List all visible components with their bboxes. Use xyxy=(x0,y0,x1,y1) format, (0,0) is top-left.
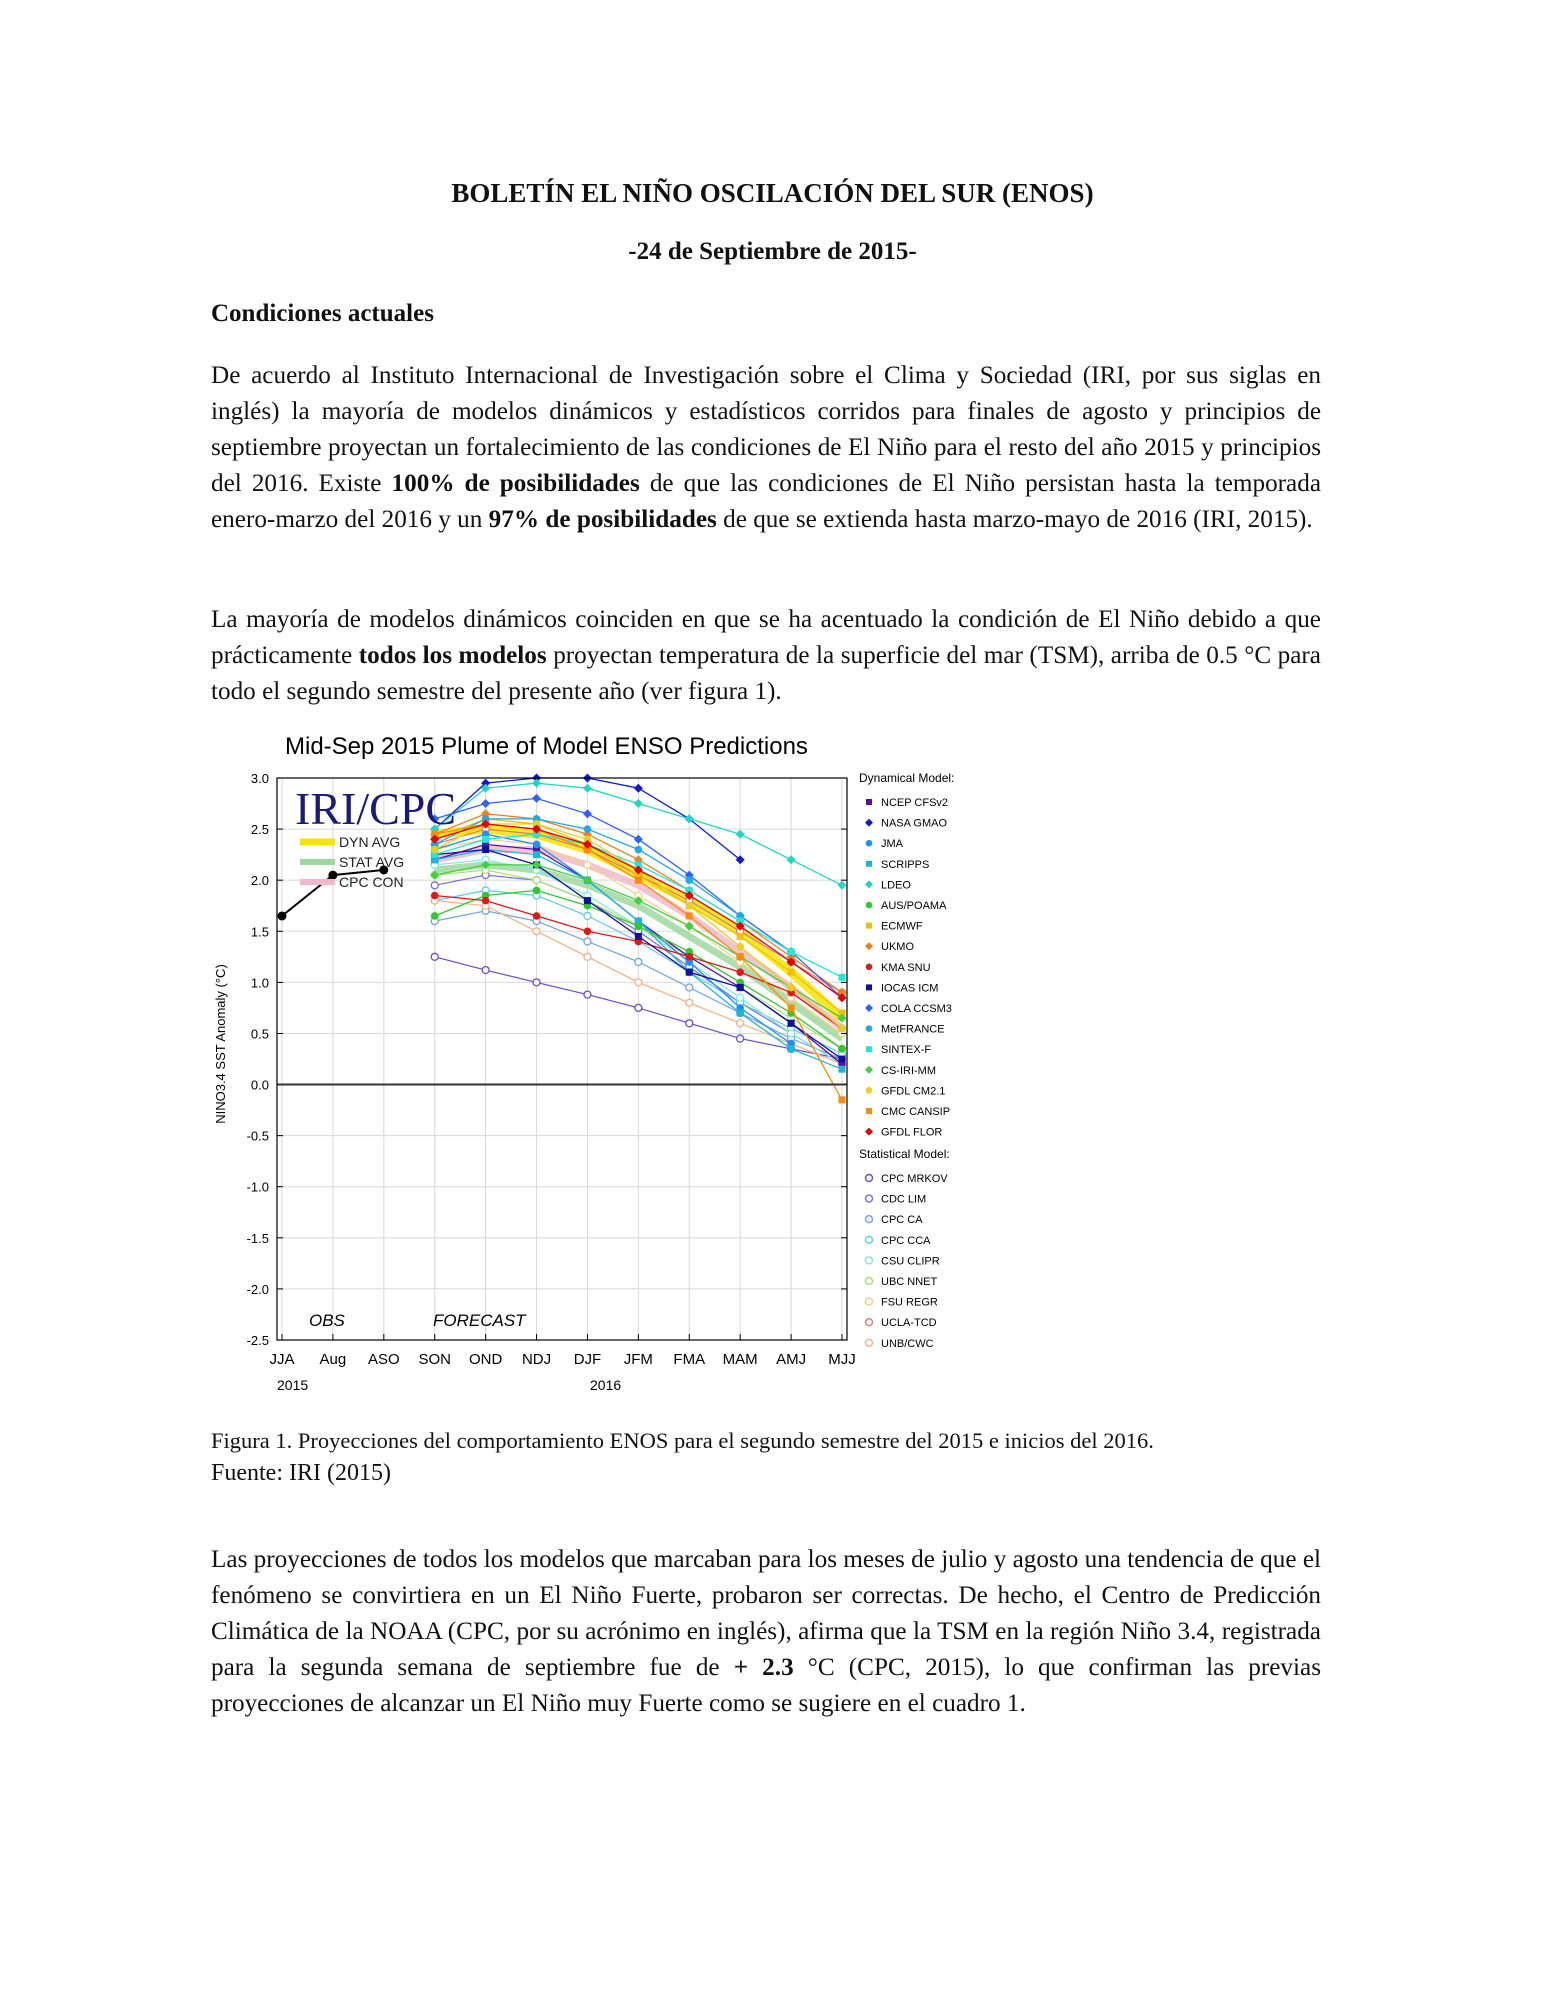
dyn-model-point xyxy=(686,912,693,919)
dyn-model-point xyxy=(635,922,643,930)
dyn-model-point xyxy=(839,1056,846,1063)
stat-model-point xyxy=(686,999,693,1006)
legend-dyn-label: GFDL CM2.1 xyxy=(881,1085,946,1098)
legend-dyn-marker xyxy=(866,799,872,805)
legend-stat-label: CPC MRKOV xyxy=(881,1173,948,1185)
dyn-model-point xyxy=(788,1004,795,1011)
legend-stat-label: UBC NNET xyxy=(881,1276,938,1288)
legend-dyn-marker xyxy=(866,923,872,929)
legend-stat-label: CPC CA xyxy=(881,1214,923,1227)
stat-model-point xyxy=(584,991,591,998)
legend-dyn-label: JMA xyxy=(881,838,903,851)
legend-dyn-marker xyxy=(866,984,872,990)
chart-watermark: IRI/CPC xyxy=(295,783,457,834)
dyn-model-point xyxy=(431,892,439,900)
dyn-model-point xyxy=(838,1025,846,1033)
legend-stat-marker xyxy=(866,1216,873,1223)
dyn-model-point xyxy=(737,984,744,991)
legend-dyn-marker xyxy=(866,1025,873,1032)
y-tick-label: 2.5 xyxy=(250,822,269,838)
legend-dyn-label: COLA CCSM3 xyxy=(881,1003,952,1015)
dyn-model-point xyxy=(635,846,643,854)
y-axis-label: NINO3.4 SST Anomaly (°C) xyxy=(213,964,228,1124)
x-tick-label: DJF xyxy=(573,1351,602,1368)
x-tick-label: MAM xyxy=(722,1351,758,1368)
x-tick-label: AMJ xyxy=(776,1351,807,1368)
y-tick-label: 1.0 xyxy=(250,975,269,991)
stat-model-point xyxy=(737,994,744,1001)
dyn-model-point xyxy=(482,897,490,905)
stat-model-point xyxy=(737,1035,744,1042)
legend-dyn-label: LDEO xyxy=(881,879,911,892)
bold-all-models: todos los modelos xyxy=(358,642,547,669)
dyn-model-point xyxy=(839,974,846,981)
chart-title: Mid-Sep 2015 Plume of Model ENSO Predictions xyxy=(285,733,808,760)
dyn-model-point xyxy=(737,933,744,940)
legend-stat-marker xyxy=(866,1278,873,1285)
legend-stat-label: FSU REGR xyxy=(881,1296,938,1309)
figure-source: Fuente: IRI (2015) xyxy=(211,1460,391,1486)
dyn-model-point xyxy=(533,912,541,920)
legend-dyn-label: ECMWF xyxy=(881,920,923,933)
dyn-model-point xyxy=(431,846,439,854)
legend-stat-label: CDC LIM xyxy=(881,1193,927,1206)
bold-97-percent: 97% de posibilidades xyxy=(488,506,717,533)
legend-stat-marker xyxy=(866,1298,873,1305)
legend-dyn-label: IOCAS ICM xyxy=(881,982,939,995)
legend-dyn-label: CS-IRI-MM xyxy=(881,1064,936,1077)
stat-model-point xyxy=(737,1020,744,1027)
x-tick-label: MJJ xyxy=(828,1351,856,1368)
dyn-model-point xyxy=(737,1010,744,1017)
legend-dyn-label: SINTEX-F xyxy=(881,1044,932,1057)
stat-model-point xyxy=(584,938,591,945)
legend-dyn-label: AUS/POAMA xyxy=(881,900,947,912)
dyn-model-point xyxy=(584,897,591,904)
observed-point xyxy=(328,871,337,880)
stat-model-point xyxy=(584,861,591,868)
legend-dyn-marker xyxy=(866,1046,872,1052)
dyn-model-point xyxy=(788,948,795,955)
legend-dyn-marker xyxy=(866,1087,873,1094)
dyn-model-point xyxy=(787,984,795,992)
legend-dyn-label: CMC CANSIP xyxy=(881,1106,951,1118)
x-tick-label: SON xyxy=(418,1351,451,1368)
legend-dyn-marker xyxy=(866,964,873,971)
y-tick-label: -2.5 xyxy=(246,1333,269,1348)
bold-100-percent: 100% de posibilidades xyxy=(391,470,640,497)
legend-dyn-marker xyxy=(865,880,873,888)
enso-plume-chart xyxy=(205,728,1025,1410)
dyn-model-point xyxy=(736,943,744,951)
dyn-model-point xyxy=(482,836,489,843)
figure-caption: Figura 1. Proyecciones del comportamiento ENOS para el segundo semestre del 2015 e inicios del 2016. xyxy=(211,1428,1154,1453)
legend-stat-marker xyxy=(866,1236,873,1243)
observed-point xyxy=(278,911,287,920)
legend-dyn-label: NASA GMAO xyxy=(881,817,948,830)
x-tick-label: Aug xyxy=(319,1351,347,1368)
legend-stat-marker xyxy=(866,1195,873,1202)
year-label-2016: 2016 xyxy=(590,1377,622,1393)
legend-dyn-marker xyxy=(866,1108,872,1114)
legend-dyn-label: KMA SNU xyxy=(881,961,931,974)
bold-sst-value: + 2.3 xyxy=(733,1654,794,1681)
y-tick-label: -1.5 xyxy=(246,1230,269,1246)
legend-stat-marker xyxy=(866,1339,873,1346)
legend-dyn-marker xyxy=(865,942,873,950)
x-tick-label: ASO xyxy=(367,1351,400,1368)
stat-model-point xyxy=(635,1004,642,1011)
x-tick-label: FMA xyxy=(673,1351,706,1368)
legend-dyn-label: GFDL FLOR xyxy=(881,1126,943,1139)
legend-stat-marker xyxy=(866,1175,873,1182)
legend-dyn-marker xyxy=(866,861,872,867)
legend-stat-marker xyxy=(866,1319,873,1326)
dyn-model-point xyxy=(685,876,693,884)
stat-model-point xyxy=(584,912,591,919)
year-label-2015: 2015 xyxy=(277,1377,309,1393)
section-heading: Condiciones actuales xyxy=(211,300,434,327)
y-tick-label: 2.0 xyxy=(250,873,269,889)
avg-legend-label: CPC CON xyxy=(339,874,404,890)
stat-model-point xyxy=(686,1020,693,1027)
legend-dyn-label: SCRIPPS xyxy=(881,858,930,871)
legend-dyn-marker xyxy=(865,1004,873,1012)
dyn-model-point xyxy=(788,1045,795,1052)
legend-stat-label: UNB/CWC xyxy=(881,1337,934,1350)
paragraph-3: Las proyecciones de todos los modelos que marcaban para los meses de julio y agosto una tendencia de que el fenómeno se convirtiera en un El Niño Fuerte, probaron ser correctas. De hecho, el Centro de Predicción Climática de la NOAA (CPC, por su acrónimo en inglés), afirma que la TSM en la región Niño 3.4, registrada para la segunda semana de septiembre fue de + 2.3 °C (CPC, 2015), lo que confirman las previas proyecciones de alcanzar un El Niño muy Fuerte como se sugiere en el cuadro 1. xyxy=(211,1546,1322,1717)
y-tick-label: 0.5 xyxy=(250,1026,269,1042)
forecast-label: FORECAST xyxy=(433,1311,526,1330)
legend-dynamical-title: Dynamical Model: xyxy=(859,771,955,785)
stat-model-point xyxy=(686,984,693,991)
dyn-model-point xyxy=(736,968,744,976)
obs-label: OBS xyxy=(309,1311,345,1330)
stat-model-point xyxy=(635,979,642,986)
y-tick-label: -1.0 xyxy=(246,1179,269,1195)
paragraph-2: La mayoría de modelos dinámicos coinciden en que se ha acentuado la condición de El Niño debido a que prácticamente todos los modelos proyectan temperatura de la superficie del mar (TSM), arriba de 0.5 °C para todo el segundo semestre del presente año (ver figura 1). xyxy=(211,606,1321,705)
stat-model-point xyxy=(431,882,438,889)
x-tick-label: JJA xyxy=(269,1351,295,1368)
dyn-model-point xyxy=(635,877,642,884)
dyn-model-point xyxy=(584,825,592,833)
stat-model-point xyxy=(533,979,540,986)
dyn-model-point xyxy=(686,969,693,976)
dyn-model-point xyxy=(839,1066,846,1073)
y-tick-label: -0.5 xyxy=(246,1128,269,1144)
dyn-model-point xyxy=(635,933,642,940)
avg-legend-label: DYN AVG xyxy=(339,834,401,850)
dyn-model-point xyxy=(788,1020,795,1027)
stat-model-point xyxy=(533,928,540,935)
dyn-model-point xyxy=(482,846,489,853)
legend-dyn-label: NCEP CFSv2 xyxy=(881,797,949,809)
legend-stat-label: UCLA-TCD xyxy=(881,1317,937,1330)
y-tick-label: 1.5 xyxy=(250,924,269,940)
paragraph-1: De acuerdo al Instituto Internacional de Investigación sobre el Clima y Sociedad (IRI, por sus siglas en inglés) la mayoría de modelos dinámicos y estadísticos corridos para finales de agosto y principios de septiembre proyectan un fortalecimiento de las condiciones de El Niño para el resto del año 2015 y principios del 2016. Existe 100% de posibilidades de que las condiciones de El Niño persistan hasta la temporada enero-marzo del 2016 y un 97% de posibilidades de que se extienda hasta marzo-mayo de 2016 (IRI, 2015). xyxy=(211,362,1322,533)
legend-stat-label: CPC CCA xyxy=(881,1234,931,1247)
legend-dyn-marker xyxy=(865,1066,873,1074)
legend-statistical-title: Statistical Model: xyxy=(859,1147,950,1161)
legend-dyn-marker xyxy=(866,902,873,909)
stat-model-point xyxy=(788,1030,795,1037)
dyn-model-point xyxy=(685,902,693,910)
legend-dyn-marker xyxy=(866,840,873,847)
y-tick-label: 3.0 xyxy=(250,771,269,786)
legend-dyn-label: UKMO xyxy=(881,941,914,954)
dyn-model-point xyxy=(788,969,795,976)
legend-stat-label: CSU CLIPR xyxy=(881,1255,940,1268)
document-title: BOLETÍN EL NIÑO OSCILACIÓN DEL SUR (ENOS) xyxy=(451,178,1094,208)
dyn-model-point xyxy=(839,1096,846,1103)
dyn-model-point xyxy=(838,1045,846,1053)
y-tick-label: 0.0 xyxy=(250,1077,269,1093)
stat-model-point xyxy=(533,877,540,884)
dyn-model-point xyxy=(533,887,541,895)
x-tick-label: JFM xyxy=(623,1351,653,1368)
dyn-model-point xyxy=(737,953,744,960)
legend-dyn-label: MetFRANCE xyxy=(881,1023,945,1036)
dyn-model-point xyxy=(685,953,693,961)
legend-dyn-marker xyxy=(865,819,873,827)
stat-model-point xyxy=(431,953,438,960)
stat-model-point xyxy=(482,967,489,974)
x-tick-label: OND xyxy=(468,1351,503,1368)
x-tick-label: NDJ xyxy=(521,1351,552,1368)
dyn-model-point xyxy=(431,912,439,920)
stat-model-point xyxy=(584,953,591,960)
legend-stat-marker xyxy=(866,1257,873,1264)
dyn-model-point xyxy=(584,927,592,935)
y-tick-label: -2.0 xyxy=(246,1281,269,1297)
document-date: -24 de Septiembre de 2015- xyxy=(628,238,917,265)
dyn-model-point xyxy=(533,841,541,849)
stat-model-point xyxy=(635,958,642,965)
legend-dyn-marker xyxy=(865,1128,873,1136)
dyn-model-point xyxy=(533,851,540,858)
avg-legend-label: STAT AVG xyxy=(339,854,405,870)
